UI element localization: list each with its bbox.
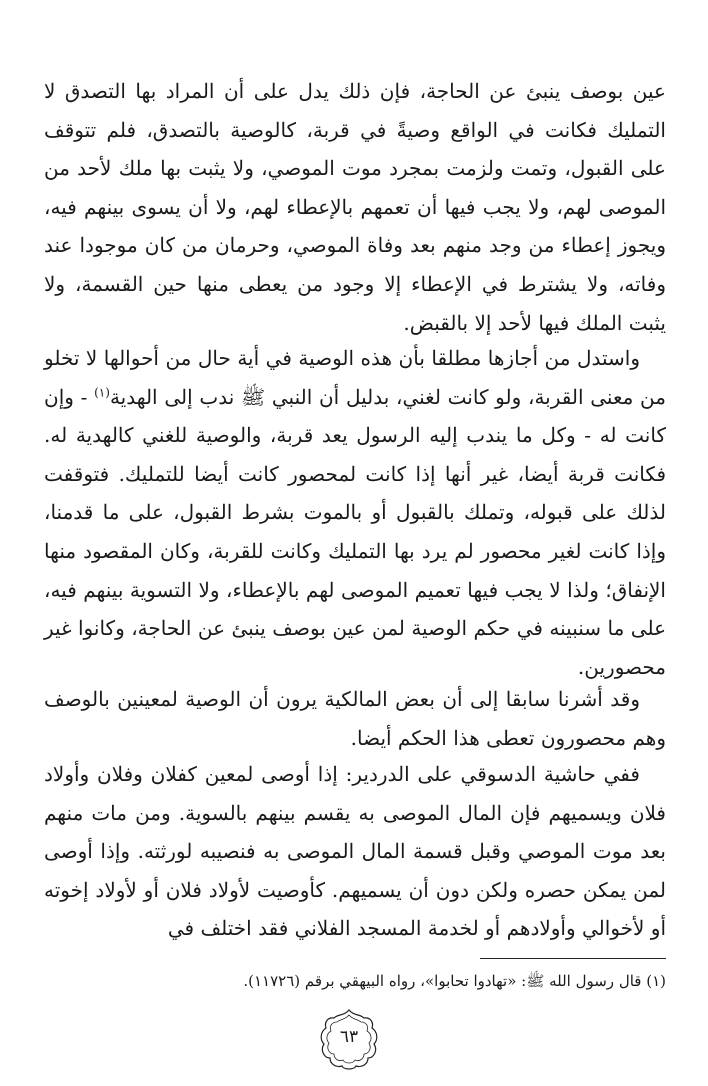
- paragraph-4: ففي حاشية الدسوقي على الدردير: إذا أوصى لمعين كفلان وفلان وأولاد فلان ويسميهم فإن المال الموصى به يقسم بينهم بالسوية. ومن مات منهم بعد موت الموصي وقبل قسمة المال الموصى به فنصيبه لورثته. وإذا أوصى لمن يمكن حصره ولكن دون أن يسميهم. كأوصيت لأولاد فلان أو لأولاد إخوته أو لأخوالي وأولادهم أو لخدمة المسجد الفلاني فقد اختلف في: [44, 762, 666, 941]
- paragraph-2-text-end: - وإن كانت له - وكل ما يندب إليه الرسول يعد قربة، والوصية للغني كالهدية له. فكانت قربة أيضا، غير أنها إذا كانت لمحصور كانت أيضا للتمليك. فتوقفت لذلك على قبوله، وتملك بالقبول أو بالموت بشرط القبول، على ما قدمنا، وإذا كانت لغير محصور لم يرد بها التمليك وكانت للقربة، وكان المقصود منها الإنفاق؛ ولذا لا يجب فيها تعميم الموصى لهم بالإعطاء، ولا التسوية بينهم فيه، على ما سنبينه في حكم الوصية لمن عين بوصف ينبئ عن الحاجة، وكانوا غير محصورين.: [44, 384, 666, 679]
- page-number: ٦٣: [339, 1027, 359, 1047]
- paragraph-3: وقد أشرنا سابقا إلى أن بعض المالكية يرون أن الوصية لمعينين بالوصف وهم محصورون تعطى هذا الحكم أيضا.: [44, 687, 666, 750]
- footnote-reference[interactable]: (١): [94, 384, 110, 399]
- footnote-text: (١) قال رسول الله ﷺ: «تهادوا تحابوا»، رواه البيهقي برقم (١١٧٢٦).: [243, 972, 666, 990]
- paragraph-1: عين بوصف ينبئ عن الحاجة، فإن ذلك يدل على أن المراد بها التصدق لا التمليك فكانت في الواقع وصيةً في قربة، كالوصية بالتصدق، فلم تتوقف على القبول، وتمت ولزمت بمجرد موت الموصي، ولا يثبت بها ملك لأحد من الموصى لهم، ولا يجب فيها أن تعمهم بالإعطاء لهم، ولا أن يسوى بينهم فيه، ويجوز إعطاء من وجد منهم بعد وفاة الموصي، وحرمان من كان موجودا عند وفاته، ولا يشترط في الإعطاء إلا وجود من يعطى منها حين القسمة، ولا يثبت الملك فيها لأحد إلا بالقبض.: [44, 79, 666, 335]
- paragraph-2: [44, 339, 666, 686]
- footnote-separator: [480, 958, 666, 959]
- paragraph-2-text-start: واستدل من أجازها مطلقا بأن هذه الوصية في أية حال من أحوالها لا تخلو من معنى القربة، ولو كانت لغني، بدليل أن النبي ﷺ ندب إلى الهدية: [44, 346, 666, 409]
- page-number-ornament: [318, 1008, 380, 1072]
